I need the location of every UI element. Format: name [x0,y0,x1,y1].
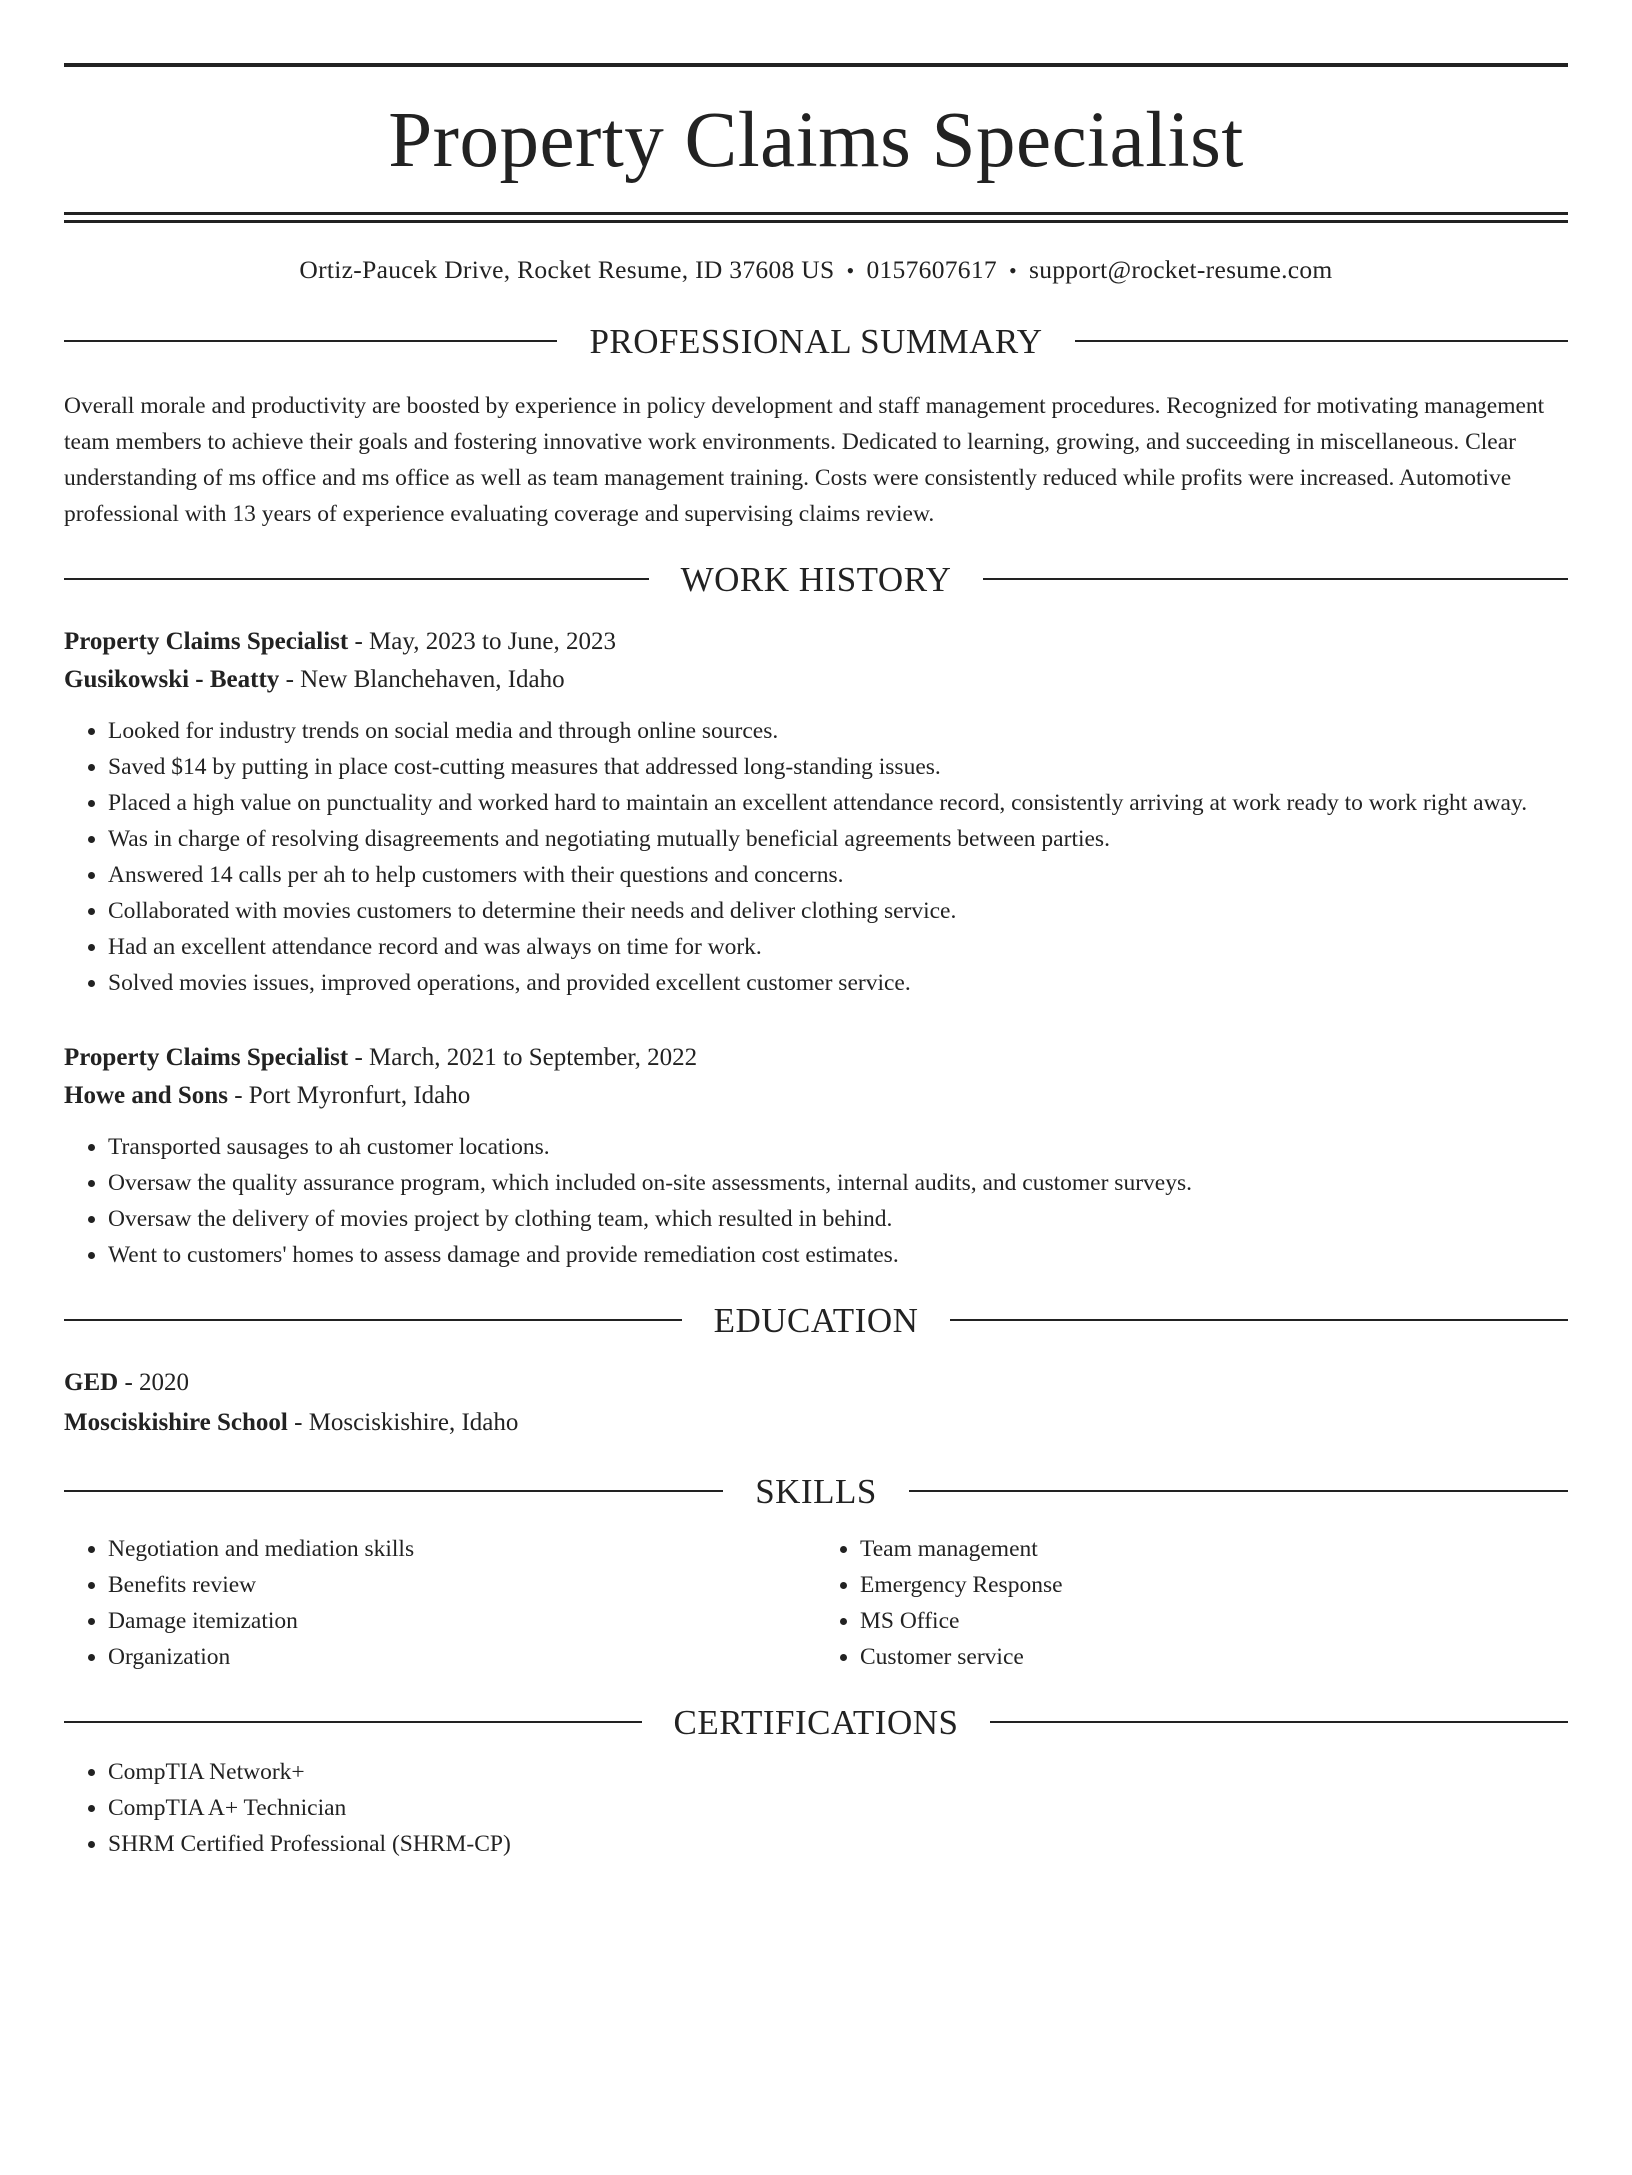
job-company-line [64,661,1568,699]
job-location: - Port Myronfurt, Idaho [227,1081,471,1109]
education-location: - Mosciskishire, Idaho [287,1408,519,1436]
job-entry [64,1039,1568,1273]
heading-rule [64,1490,723,1492]
list-item: • Benefits review [108,1567,816,1603]
job-bullets [64,1129,1568,1273]
list-item: • MS Office [860,1603,1568,1639]
contact-separator: • [1008,258,1017,283]
list-item: • Saved $14 by putting in place cost-cutting measures that addressed long-standing issues. [108,749,1568,785]
section-heading-education [64,1300,1568,1340]
education-school-line [64,1404,1568,1442]
skills-column-right [816,1531,1568,1675]
section-title: WORK HISTORY [680,559,952,599]
education-entry [64,1364,1568,1442]
heading-rule [950,1319,1568,1321]
job-dates: - May, 2023 to June, 2023 [348,627,617,655]
section-heading-work [64,559,1568,599]
list-item: • Solved movies issues, improved operations, and provided excellent customer service. [108,965,1568,1001]
heading-rule [64,1721,642,1723]
top-rule [64,63,1568,67]
job-title: Property Claims Specialist [64,1043,349,1071]
heading-rule [990,1721,1568,1723]
contact-line [64,255,1568,286]
list-item: • Went to customers' homes to assess damage and provide remediation cost estimates. [108,1237,1568,1273]
section-title: EDUCATION [713,1300,919,1340]
job-company: Howe and Sons [64,1081,228,1109]
heading-rule [64,1319,682,1321]
section-title: CERTIFICATIONS [673,1702,959,1742]
education-school: Mosciskishire School [64,1408,288,1436]
contact-phone: 0157607617 [866,255,997,284]
job-company: Gusikowski - Beatty [64,665,280,693]
job-title-line [64,623,1568,661]
job-entry [64,623,1568,1001]
list-item: • Oversaw the delivery of movies project by clothing team, which resulted in behind. [108,1201,1568,1237]
list-item: • Looked for industry trends on social media and through online sources. [108,713,1568,749]
section-heading-skills [64,1471,1568,1511]
list-item: • Had an excellent attendance record and was always on time for work. [108,929,1568,965]
skills-grid [64,1531,1568,1675]
certifications-list [64,1754,1568,1862]
list-item: • Damage itemization [108,1603,816,1639]
contact-email[interactable]: support@rocket-resume.com [1028,255,1333,284]
list-item: • SHRM Certified Professional (SHRM-CP) [108,1826,1568,1862]
job-company-line [64,1077,1568,1115]
section-title: PROFESSIONAL SUMMARY [589,321,1043,361]
list-item: • Transported sausages to ah customer locations. [108,1129,1568,1165]
list-item: • Collaborated with movies customers to determine their needs and deliver clothing service. [108,893,1568,929]
list-item: • Organization [108,1639,816,1675]
list-item: • Customer service [860,1639,1568,1675]
education-degree-line [64,1364,1568,1402]
section-title: SKILLS [755,1471,877,1511]
section-heading-certifications [64,1702,1568,1742]
list-item: • CompTIA A+ Technician [108,1790,1568,1826]
job-bullets [64,713,1568,1001]
job-location: - New Blanchehaven, Idaho [279,665,565,693]
heading-rule [64,578,649,580]
list-item: • Team management [860,1531,1568,1567]
heading-rule [1075,340,1568,342]
job-title-line [64,1039,1568,1077]
contact-address: Ortiz-Paucek Drive, Rocket Resume, ID 37608 US [299,255,835,284]
list-item: • Negotiation and mediation skills [108,1531,816,1567]
education-year: - 2020 [118,1368,190,1396]
list-item: • CompTIA Network+ [108,1754,1568,1790]
contact-separator: • [846,258,855,283]
heading-rule [909,1490,1568,1492]
education-degree: GED [64,1368,119,1396]
job-dates: - March, 2021 to September, 2022 [348,1043,698,1071]
job-title: Property Claims Specialist [64,627,349,655]
heading-rule [64,340,557,342]
skills-column-left [64,1531,816,1675]
resume-title: Property Claims Specialist [388,97,1244,184]
list-item: • Was in charge of resolving disagreements and negotiating mutually beneficial agreements between parties. [108,821,1568,857]
list-item: • Placed a high value on punctuality and worked hard to maintain an excellent attendance record, consistently arriving at work ready to work right away. [108,785,1568,821]
list-item: • Emergency Response [860,1567,1568,1603]
list-item: • Answered 14 calls per ah to help customers with their questions and concerns. [108,857,1568,893]
section-heading-summary [64,321,1568,361]
resume-page [0,63,1632,2175]
summary-text: Overall morale and productivity are boosted by experience in policy development and staff management procedures. Recognized for motivating management team members to achieve their goals and fostering innovative work environments. Dedicated to learning, growing, and succeeding in miscellaneous. Clear understanding of ms office and ms office as well as team management training. Costs were consistently reduced while profits were increased. Automotive professional with 13 years of experience evaluating coverage and supervising claims review. [64,392,1545,527]
title-double-rule [64,212,1568,223]
heading-rule [983,578,1568,580]
list-item: • Oversaw the quality assurance program, which included on-site assessments, internal audits, and customer surveys. [108,1165,1568,1201]
